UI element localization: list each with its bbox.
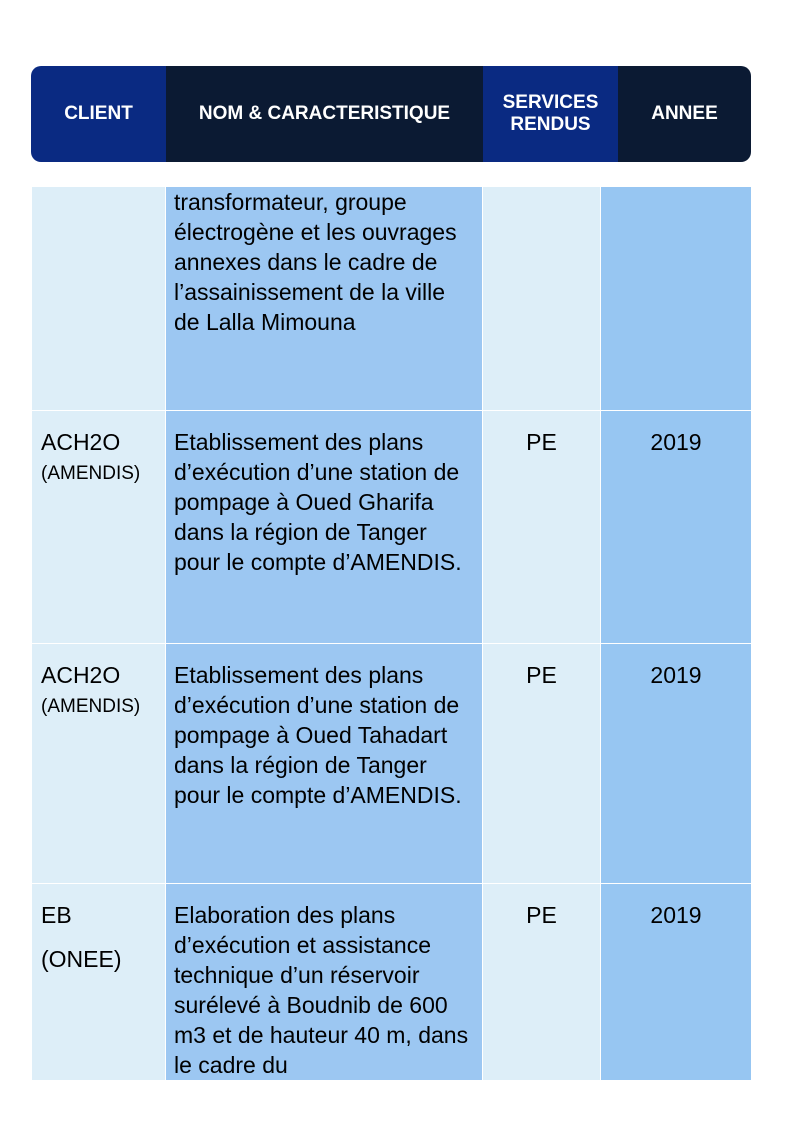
client-name: ACH2O	[41, 429, 121, 455]
year-value: 2019	[650, 662, 702, 688]
client-sub: (AMENDIS)	[41, 696, 141, 717]
description-text: Etablissement des plans d’exécution d’une station de pompage à Oued Tahadart dans la région de Tanger pour le compte d’AMENDIS.	[174, 662, 462, 808]
client-cell	[32, 884, 166, 1081]
description-cell	[166, 644, 483, 884]
client-sub: (ONEE)	[41, 946, 122, 972]
projects-table	[31, 186, 752, 1081]
service-cell	[483, 644, 601, 884]
header-services-line1: SERVICES	[502, 92, 599, 113]
description-text: transformateur, groupe électrogène et les ouvrages annexes dans le cadre de l’assainissement de la ville de Lalla Mimouna	[174, 189, 457, 335]
client-cell	[32, 644, 166, 884]
table-row	[32, 187, 752, 411]
year-value: 2019	[650, 429, 702, 455]
service-cell	[483, 884, 601, 1081]
description-cell	[166, 187, 483, 411]
table-row	[32, 644, 752, 884]
year-cell	[601, 187, 752, 411]
service-cell	[483, 411, 601, 644]
client-cell	[32, 187, 166, 411]
header-services-line2: RENDUS	[510, 114, 591, 135]
year-cell	[601, 411, 752, 644]
service-value: PE	[526, 902, 557, 928]
header-client: CLIENT	[31, 66, 166, 162]
year-cell	[601, 884, 752, 1081]
header-annee: ANNEE	[618, 66, 751, 162]
description-text: Elaboration des plans d’exécution et assistance technique d’un réservoir surélevé à Boudnib de 600 m3 et de hauteur 40 m, dans le cadre du	[174, 902, 469, 1078]
description-text: Etablissement des plans d’exécution d’une station de pompage à Oued Gharifa dans la région de Tanger pour le compte d’AMENDIS.	[174, 429, 462, 575]
description-cell	[166, 411, 483, 644]
header-nom: NOM & CARACTERISTIQUE	[166, 66, 483, 162]
table-header	[31, 66, 751, 162]
client-name: ACH2O	[41, 662, 121, 688]
client-name: EB	[41, 902, 72, 928]
client-cell	[32, 411, 166, 644]
service-value: PE	[526, 429, 557, 455]
header-services	[483, 66, 618, 162]
service-value: PE	[526, 662, 557, 688]
table-row	[32, 884, 752, 1081]
description-cell	[166, 884, 483, 1081]
service-cell	[483, 187, 601, 411]
year-cell	[601, 644, 752, 884]
table-row	[32, 411, 752, 644]
client-sub: (AMENDIS)	[41, 463, 141, 484]
year-value: 2019	[650, 902, 702, 928]
